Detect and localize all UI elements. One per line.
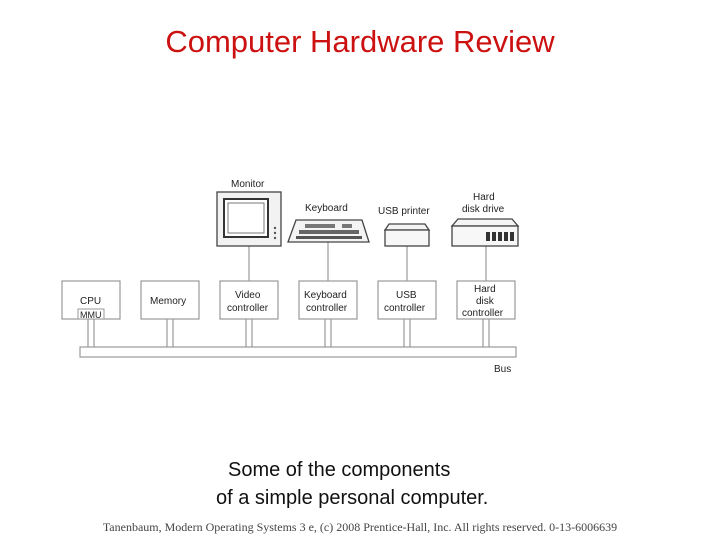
disk-led-1 <box>486 232 490 241</box>
keyboard-keys-row-1 <box>305 224 335 228</box>
device-cables <box>249 242 486 281</box>
caption-line-2: of a simple personal computer. <box>216 487 489 509</box>
hard-disk-label-2: disk drive <box>462 204 505 215</box>
video-controller-label-2: controller <box>227 303 269 314</box>
keyboard-controller-label-1: Keyboard <box>304 290 347 301</box>
monitor-button-1 <box>274 227 276 229</box>
disk-controller-label-2: disk <box>476 296 494 307</box>
keyboard <box>288 203 369 242</box>
monitor-button-2 <box>274 232 276 234</box>
usb-printer <box>378 206 430 246</box>
slide-footer: Tanenbaum, Modern Operating Systems 3 e, (c) 2008 Prentice-Hall, Inc. All rights reserved. 0-13-6006639 <box>102 520 618 534</box>
disk-controller-label-3: controller <box>462 308 504 319</box>
hard-disk-label-1: Hard <box>473 192 495 203</box>
keyboard-keys-row-1b <box>342 224 352 228</box>
usb-controller-label-1: USB <box>396 290 417 301</box>
keyboard-keys-row-3 <box>296 236 362 239</box>
usb-controller-label-2: controller <box>384 303 426 314</box>
disk-led-5 <box>510 232 514 241</box>
hard-disk-drive <box>452 192 518 246</box>
slide-caption <box>216 456 636 512</box>
bus-connectors <box>88 319 489 347</box>
monitor-label: Monitor <box>231 179 265 190</box>
keyboard-keys-row-2 <box>299 230 359 234</box>
bus <box>80 347 516 375</box>
disk-led-3 <box>498 232 502 241</box>
caption-line-1: Some of the components <box>228 459 451 481</box>
disk-body <box>452 226 518 246</box>
printer-top <box>385 224 429 230</box>
disk-led-4 <box>504 232 508 241</box>
disk-top <box>452 219 518 226</box>
video-controller-label-1: Video <box>235 290 261 301</box>
disk-led-2 <box>492 232 496 241</box>
monitor-button-3 <box>274 237 276 239</box>
printer-body <box>385 230 429 246</box>
mmu-label: MMU <box>80 310 102 320</box>
bus-bar <box>80 347 516 357</box>
monitor <box>217 179 281 246</box>
memory-label: Memory <box>150 296 187 307</box>
controller-row <box>62 281 515 320</box>
keyboard-controller-label-2: controller <box>306 303 348 314</box>
disk-controller-label-1: Hard <box>474 284 496 295</box>
bus-label: Bus <box>494 364 512 375</box>
cpu-label: CPU <box>80 296 102 307</box>
keyboard-label: Keyboard <box>305 203 348 214</box>
slide-title: Computer Hardware Review <box>165 24 555 59</box>
monitor-screen-inner <box>228 203 264 233</box>
usb-printer-label: USB printer <box>378 206 430 217</box>
